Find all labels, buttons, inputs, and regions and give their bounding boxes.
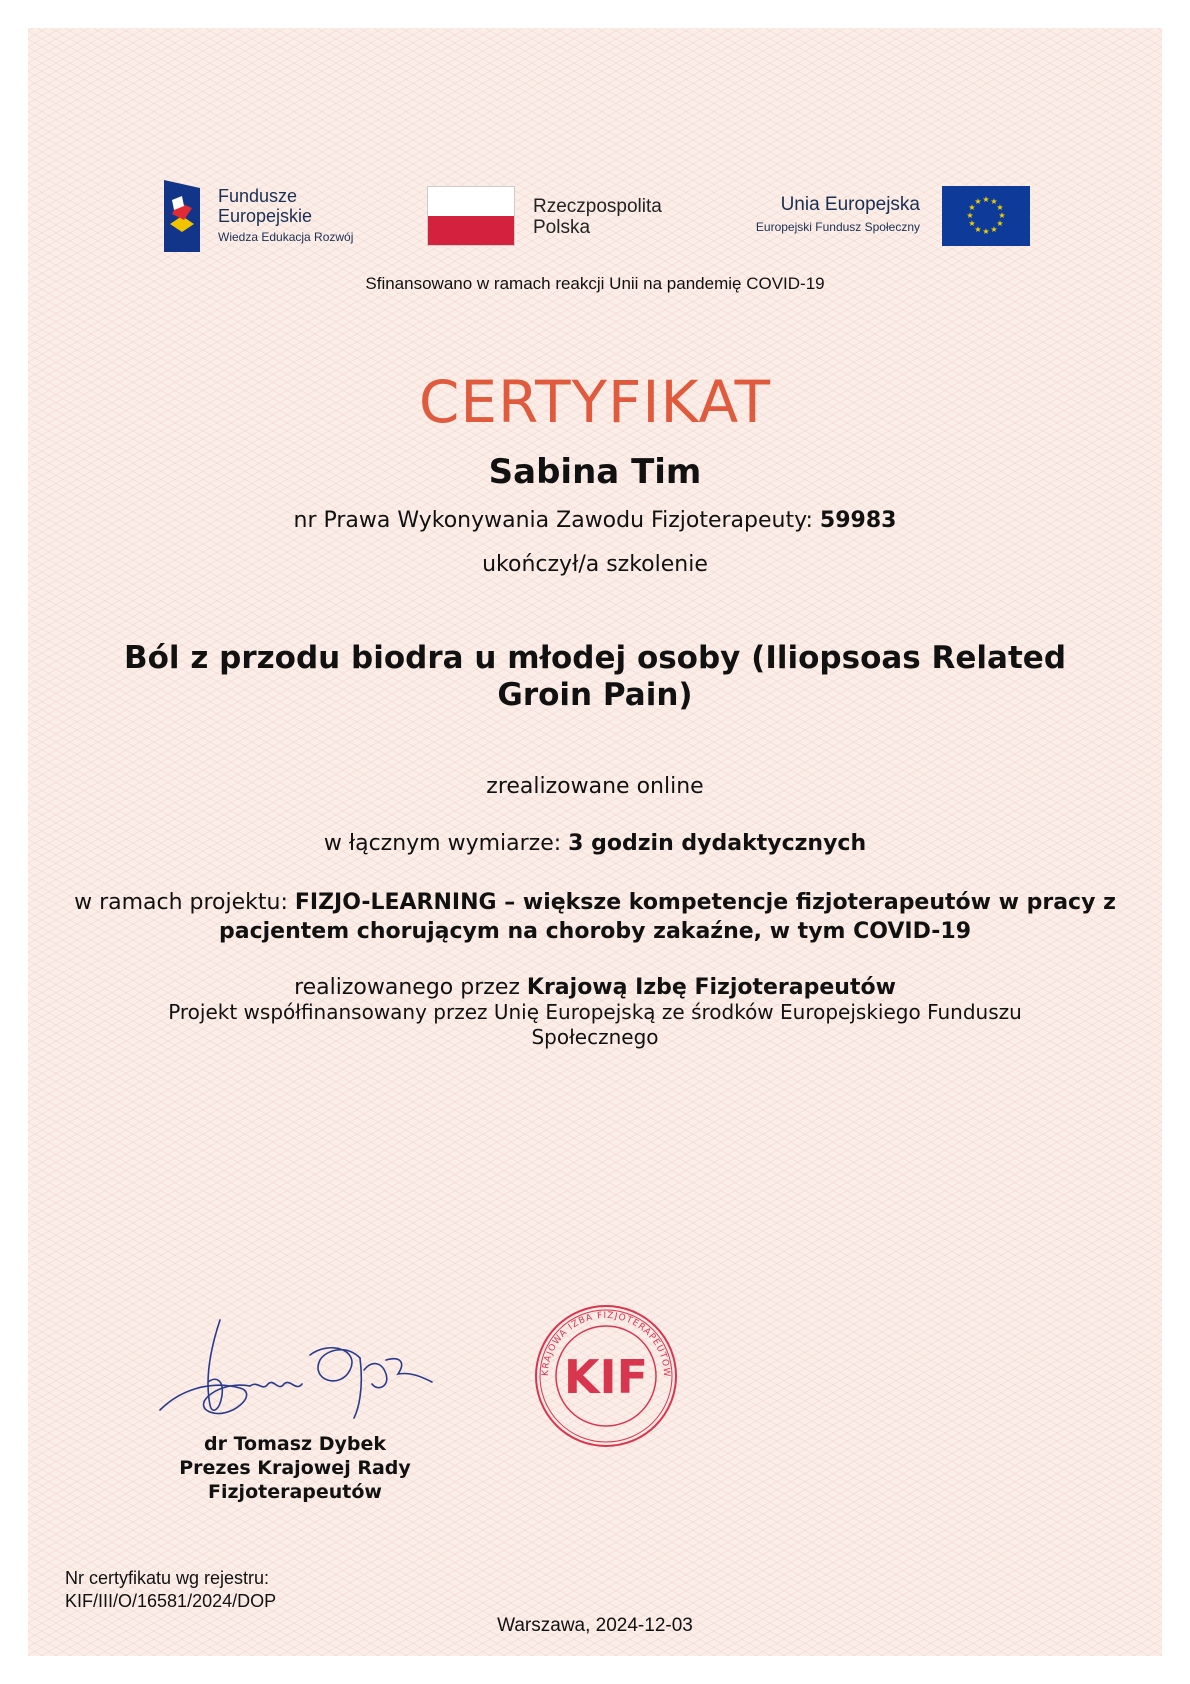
registry-label: Nr certyfikatu wg rejestru:	[65, 1568, 270, 1588]
svg-text:★: ★	[996, 219, 1004, 228]
cofinancing-note: Projekt współfinansowany przez Unię Europejską ze środków Europejskiego Funduszu Społecznego	[168, 1000, 1022, 1049]
registry-number: KIF/III/O/16581/2024/DOP	[65, 1591, 277, 1611]
completed-text: ukończył/a szkolenie	[482, 552, 708, 577]
project-label: w ramach projektu:	[74, 890, 295, 915]
svg-text:★: ★	[968, 219, 976, 228]
svg-text:★: ★	[996, 203, 1004, 212]
signer-role-line1: Prezes Krajowej Rady	[179, 1457, 411, 1479]
svg-text:★: ★	[968, 203, 976, 212]
organizer-label: realizowanego przez	[294, 975, 527, 1000]
signer-role-line2: Fizjoterapeutów	[208, 1481, 382, 1503]
unia-europejska-logo	[730, 186, 1030, 248]
fundusze-title: Fundusze Europejskie	[218, 186, 313, 226]
unia-europejska-title: Unia Europejska	[780, 194, 920, 215]
project-line	[70, 888, 1120, 946]
license-line	[0, 508, 1190, 533]
duration-label: w łącznym wymiarze:	[323, 831, 569, 856]
eu-flag-icon	[942, 186, 1030, 246]
organizer-name: Krajową Izbę Fizjoterapeutów	[526, 975, 896, 1000]
rzeczpospolita-polska-logo	[427, 186, 687, 248]
polish-flag-icon	[427, 186, 515, 246]
fundusze-europejskie-logo	[160, 176, 380, 256]
svg-text:★: ★	[998, 211, 1006, 220]
fundusze-subtitle: Wiedza Edukacja Rozwój	[218, 230, 354, 244]
license-label: nr Prawa Wykonywania Zawodu Fizjoterapeuty:	[293, 508, 820, 533]
svg-text:★: ★	[982, 195, 990, 204]
recipient-name: Sabina Tim	[488, 452, 702, 492]
svg-text:★: ★	[974, 225, 982, 234]
project-name: FIZJO-LEARNING – większe kompetencje fizjoterapeutów w pracy z pacjentem chorującym na choroby zakaźne, w tym COVID-19	[219, 890, 1116, 944]
funding-note: Sfinansowano w ramach reakcji Unii na pandemię COVID-19	[365, 274, 825, 293]
stamp-logo-text: KIF	[563, 1350, 649, 1404]
handwritten-signature	[150, 1300, 440, 1430]
signer-name: dr Tomasz Dybek	[204, 1433, 386, 1455]
svg-text:★: ★	[982, 227, 990, 236]
kif-stamp	[533, 1303, 679, 1449]
stamp-ring-text: KRAJOWA IZBA FIZJOTERAPEUTÓW	[540, 1310, 672, 1378]
signer-block	[160, 1432, 430, 1504]
certificate-title: CERTYFIKAT	[418, 368, 772, 436]
place-and-date: Warszawa, 2024-12-03	[497, 1615, 693, 1636]
organizer-line	[0, 975, 1190, 1000]
unia-europejska-subtitle: Europejski Fundusz Społeczny	[755, 220, 920, 234]
svg-text:★: ★	[966, 211, 974, 220]
course-title: Ból z przodu biodra u młodej osoby (Iliopsoas Related Groin Pain)	[123, 640, 1067, 713]
duration-line	[0, 831, 1190, 856]
fundusze-europejskie-icon	[160, 176, 204, 256]
duration-value: 3 godzin dydaktycznych	[568, 831, 867, 856]
license-number: 59983	[819, 508, 897, 533]
registry-block	[65, 1567, 276, 1613]
svg-text:★: ★	[990, 197, 998, 206]
svg-text:★: ★	[974, 197, 982, 206]
rzeczpospolita-text: Rzeczpospolita Polska	[533, 196, 662, 238]
training-mode: zrealizowane online	[486, 774, 704, 799]
svg-text:★: ★	[990, 225, 998, 234]
